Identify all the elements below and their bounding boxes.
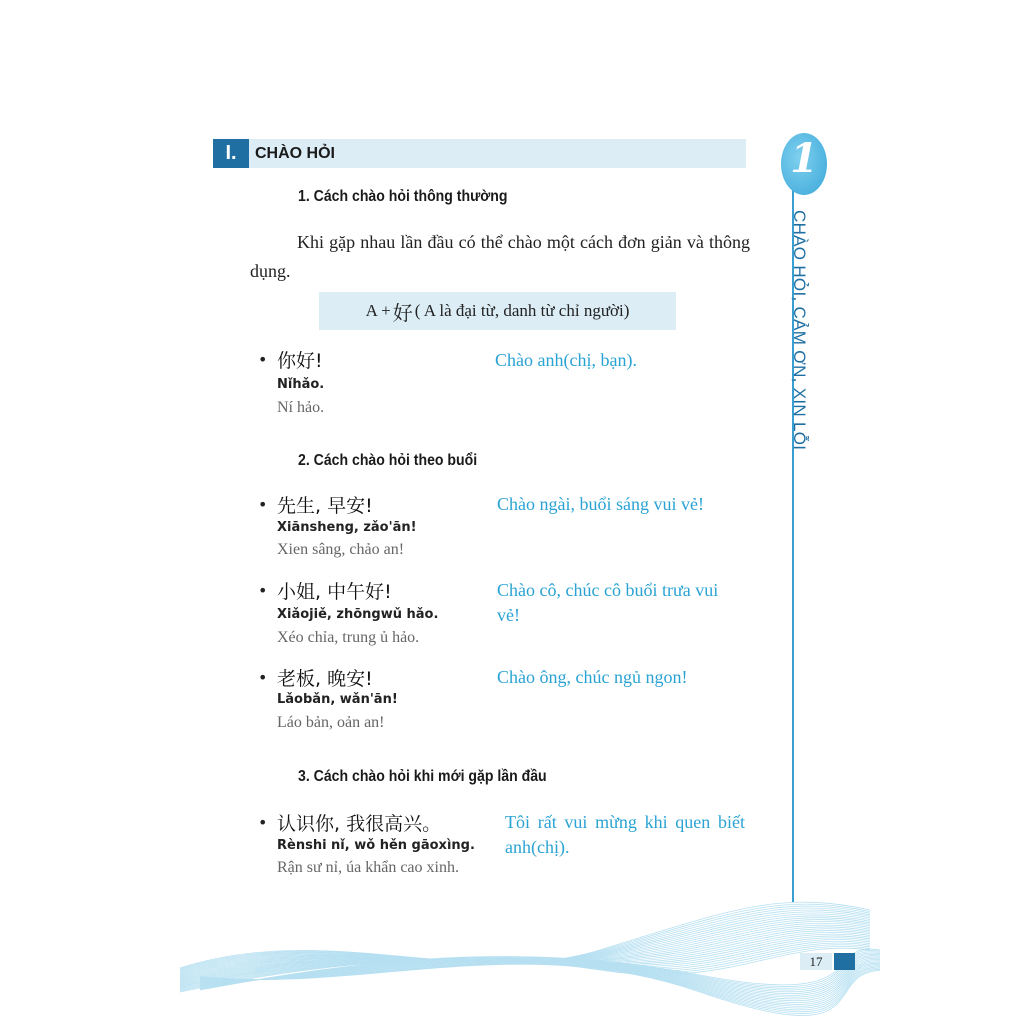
formula-box <box>319 292 676 330</box>
section-number: I. <box>213 139 249 168</box>
example-hanzi: 你好! <box>277 350 323 372</box>
chapter-number: 1 <box>790 135 818 182</box>
subsection-3-title: 3. Cách chào hỏi khi mới gặp lần đầu <box>298 768 547 785</box>
example-translation: Chào anh(chị, bạn). <box>495 350 637 370</box>
example-pinyin: Lǎobǎn, wǎn'ān! <box>277 692 398 707</box>
example-translation: Chào ngài, buổi sáng vui vẻ! <box>497 494 704 514</box>
example-vietnamese-reading: Xéo chỉa, trung ủ hảo. <box>277 629 420 646</box>
wave-decoration <box>0 880 1024 1024</box>
example-hanzi: 老板, 晚安! <box>277 668 373 690</box>
example-translation: Tôi rất vui mừng khi quen biết anh(chị). <box>505 812 745 857</box>
bullet-icon: • <box>258 668 268 687</box>
bullet-icon: • <box>258 813 268 832</box>
chapter-title: CHÀO HỎI, CẢM ƠN, XIN LỖI <box>790 210 809 451</box>
example-hanzi: 认识你, 我很高兴。 <box>277 813 442 835</box>
example-pinyin: Xiānsheng, zǎo'ān! <box>277 520 417 535</box>
example-hanzi: 先生, 早安! <box>277 495 373 517</box>
section-title: CHÀO HỎI <box>255 145 335 162</box>
example-translation: Chào ông, chúc ngủ ngon! <box>497 667 688 687</box>
bullet-icon: • <box>258 495 268 514</box>
example-hanzi: 小姐, 中午好! <box>277 581 392 603</box>
example-vietnamese-reading: Ní hảo. <box>277 399 325 416</box>
example-pinyin: Rènshi nǐ, wǒ hěn gāoxìng. <box>277 838 475 853</box>
subsection-2-title: 2. Cách chào hỏi theo buổi <box>298 452 478 469</box>
page-number-block <box>834 953 855 970</box>
example-pinyin: Nǐhǎo. <box>277 377 325 392</box>
example-translation: Chào cô, chúc cô buổi trưa vui vẻ! <box>497 580 719 625</box>
formula-note: ( A là đại từ, danh từ chỉ người) <box>414 301 630 320</box>
example-pinyin: Xiǎojiě, zhōngwǔ hǎo. <box>277 607 439 622</box>
page-number: 17 <box>800 953 832 970</box>
example-vietnamese-reading: Xien sâng, chảo an! <box>277 541 405 558</box>
formula-prefix: A + <box>365 301 391 320</box>
example-vietnamese-reading: Láo bản, oản an! <box>277 714 385 731</box>
example-vietnamese-reading: Rận sư nỉ, úa khẩn cao xinh. <box>277 859 459 876</box>
bullet-icon: • <box>258 350 268 369</box>
bullet-icon: • <box>258 581 268 600</box>
intro-paragraph: Khi gặp nhau lần đầu có thể chào một cách đơn giản và thông dụng. <box>250 232 750 281</box>
subsection-1-title: 1. Cách chào hỏi thông thường <box>298 188 508 205</box>
formula-hanzi: 好 <box>392 300 413 325</box>
